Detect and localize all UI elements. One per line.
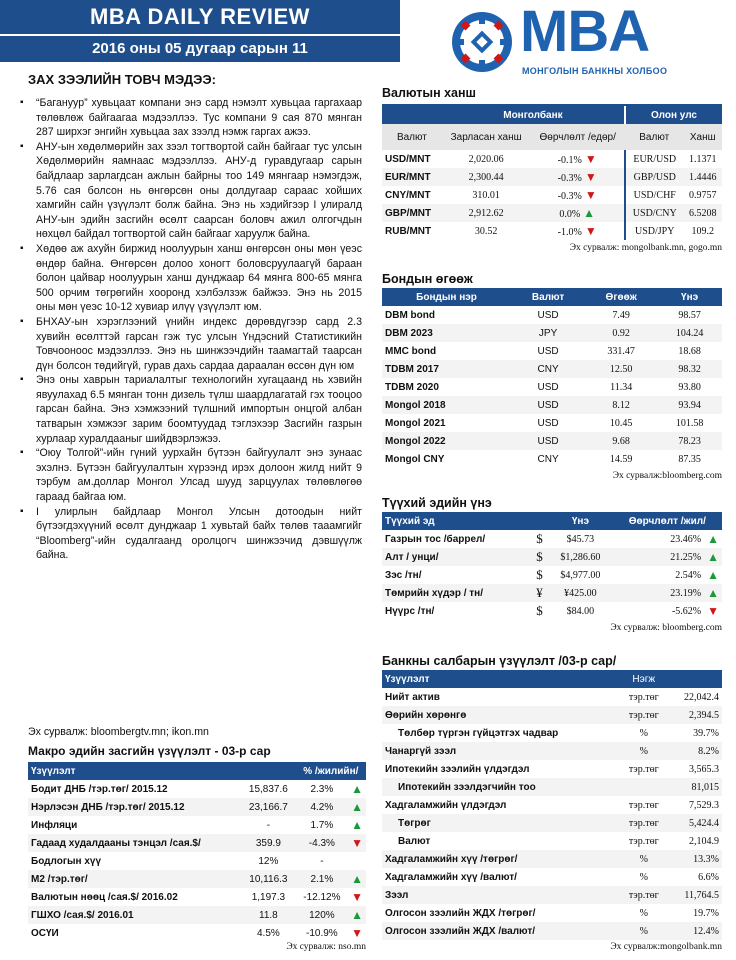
news-item: ▪ I улирлын байдлаар Монгол Улсын дотоодын нийт бүтээгдэхүүний өсөлт дунджаар 1 хувьтай байх төлөв тааамгийг “Bloomberg”-ийн судалгаанд оролцогч шинжээчид дэвшүүлж байна. <box>36 505 362 563</box>
fx-intl-rate: 6.5208 <box>688 207 717 219</box>
bond-price: 98.57 <box>678 309 701 321</box>
bank-indicator: Ипотекийн зээлдэгчийн тоо <box>398 781 536 793</box>
bond-name: Mongol 2018 <box>385 399 446 411</box>
bond-source: Эх сурвалж:bloomberg.com <box>612 471 722 481</box>
bond-yield: 10.45 <box>609 417 633 429</box>
bond-price: 104.24 <box>675 327 704 339</box>
bond-name: MMC bond <box>385 345 437 357</box>
bank-unit: тэр.төг <box>628 799 659 811</box>
bank-row <box>382 706 722 724</box>
bond-col-currency: Валют <box>531 291 565 303</box>
fx-group-local: Монголбанк <box>503 109 563 121</box>
bond-col-price: Үнэ <box>681 291 699 303</box>
bond-price: 18.68 <box>678 345 701 357</box>
bank-value: 6.6% <box>698 871 719 883</box>
bank-unit: % <box>639 925 648 937</box>
commodity-change: 2.54% <box>675 569 702 581</box>
macro-indicator: ГШХО /сая.$/ 2016.01 <box>31 909 134 921</box>
macro-pct: 1.7% <box>310 819 334 831</box>
fx-intl-pair: EUR/USD <box>625 150 683 168</box>
commodity-row <box>382 602 722 620</box>
bank-indicator: Нийт актив <box>385 691 440 703</box>
bank-unit: % <box>639 907 648 919</box>
arrow-up-icon: ▲ <box>351 800 363 814</box>
currency-symbol: $ <box>536 531 543 546</box>
bond-name: TDBM 2020 <box>385 381 439 393</box>
fx-rate: 2,912.62 <box>468 207 504 219</box>
commodity-price: $84.00 <box>566 605 595 617</box>
currency-symbol: $ <box>536 549 543 564</box>
bond-row <box>382 414 722 432</box>
news-list <box>36 96 362 563</box>
logo-word: MBA <box>520 0 650 64</box>
macro-source: Эх сурвалж: nso.mn <box>286 942 366 952</box>
macro-value: 23,166.7 <box>248 801 288 813</box>
macro-row <box>28 870 366 888</box>
bank-row <box>382 724 722 742</box>
bank-value: 13.3% <box>693 853 719 865</box>
arrow-down-icon: ▼ <box>584 187 597 202</box>
mba-logo <box>450 0 730 78</box>
arrow-cell <box>348 852 366 870</box>
macro-value: - <box>266 819 271 831</box>
fx-intl-pair: GBP/USD <box>625 168 683 186</box>
commodity-section <box>382 496 722 633</box>
bank-unit: тэр.төг <box>628 691 659 703</box>
macro-indicator: Гадаад худалдааны тэнцэл /сая.$/ <box>31 837 201 849</box>
bank-row <box>382 742 722 760</box>
fx-intl-pair: USD/CHF <box>625 186 683 204</box>
bond-price: 87.35 <box>678 453 701 465</box>
bond-name: Mongol 2022 <box>385 435 446 447</box>
commodity-col-change: Өөрчлөлт /жил/ <box>628 515 706 527</box>
macro-col-pct: % /жилийн/ <box>303 765 359 777</box>
macro-pct: -10.9% <box>306 927 338 939</box>
bank-row <box>382 688 722 706</box>
bank-value: 12.4% <box>693 925 719 937</box>
bank-indicator: Чанаргүй зээл <box>385 745 457 757</box>
bank-col-value <box>668 670 722 688</box>
commodity-row <box>382 548 722 566</box>
bond-currency: CNY <box>537 363 559 375</box>
bond-currency: USD <box>537 435 559 447</box>
bond-currency: CNY <box>537 453 559 465</box>
fx-pair: RUB/MNT <box>385 225 432 237</box>
fx-col-intl-rate: Ханш <box>689 131 716 143</box>
bank-value: 39.7% <box>693 727 719 739</box>
fx-col-change: Өөрчлөлт /едөр/ <box>539 131 616 143</box>
macro-row <box>28 906 366 924</box>
fx-change-value: 0.0% <box>559 208 581 220</box>
fx-group-intl: Олон улс <box>625 106 722 124</box>
bank-value: 11,764.5 <box>684 889 719 901</box>
bond-col-name: Бондын нэр <box>416 291 477 303</box>
bond-price: 101.58 <box>675 417 704 429</box>
commodity-col-price: Үнэ <box>571 515 589 527</box>
commodity-row <box>382 566 722 584</box>
fx-change <box>530 222 625 240</box>
news-item: ▪ БНХАУ-ын хэрэглээний үнийн индекс дөрөвдүгээр сард 2.3 хувийн өсөлттэй гарсан гэж тус улсын Үндэсний Статистикийн Товчооноос мэдээллээ. Энэ нь шинжээчдийн таамагтай таарсан дүн болсон төдийгүй, гурав дахь сардаа дараалан өссөн дүн юм <box>36 315 362 373</box>
bank-unit: тэр.төг <box>628 763 659 775</box>
fx-row <box>382 204 722 222</box>
bank-col-unit: Нэгж <box>632 673 656 685</box>
macro-value: 10,116.3 <box>249 873 288 885</box>
bank-row <box>382 904 722 922</box>
arrow-down-icon: ▼ <box>584 223 597 238</box>
bond-currency: USD <box>537 399 559 411</box>
arrow-down-icon: ▼ <box>584 169 597 184</box>
macro-row <box>28 924 366 942</box>
fx-pair: CNY/MNT <box>385 189 431 201</box>
macro-row <box>28 798 366 816</box>
bond-name: TDBM 2017 <box>385 363 439 375</box>
fx-rate: 2,020.06 <box>468 153 504 165</box>
bank-table <box>382 670 722 940</box>
fx-intl-rate: 1.1371 <box>688 153 717 165</box>
bank-indicator: Төлбөр түргэн гүйцэтгэх чадвар <box>398 727 559 739</box>
commodity-name: Нүүрс /тн/ <box>385 605 435 617</box>
fx-pair: GBP/MNT <box>385 207 432 219</box>
macro-indicator: Валютын нөөц /сая.$/ 2016.02 <box>31 891 178 903</box>
commodity-change: 23.46% <box>670 533 702 545</box>
bank-indicator: Ипотекийн зээлийн үлдэгдэл <box>385 763 530 775</box>
bank-row <box>382 778 722 796</box>
bank-indicator: Хадгаламжийн хүү /төгрөг/ <box>385 853 518 865</box>
macro-col-value <box>241 762 295 780</box>
bond-currency: USD <box>537 345 559 357</box>
bank-value: 5,424.4 <box>689 817 719 829</box>
bond-yield: 11.34 <box>610 381 633 393</box>
fx-change-value: -0.3% <box>557 172 582 184</box>
fx-table <box>382 106 722 240</box>
macro-indicator: Нэрлэсэн ДНБ /тэр.төг/ 2015.12 <box>31 801 185 813</box>
macro-value: 4.5% <box>256 927 280 939</box>
bond-yield: 14.59 <box>609 453 633 465</box>
bond-row <box>382 432 722 450</box>
news-item: ▪ “Оюу Толгой”-ийн гүний уурхайн бүтээн байгуулалт энэ зунаас эхэлнэ. Бүтээн байгуулалтын хүрээнд ирэх долоон жилд нийт 9 тэрбум ам.доллар Монгол Улсад шууд зарцуулах төлөвлөгөө гараад байгаа юм. <box>36 446 362 504</box>
fx-col-rate: Зарласан ханш <box>450 131 522 143</box>
commodity-name: Зэс /тн/ <box>385 569 422 581</box>
macro-table <box>28 762 366 942</box>
macro-indicator: ОСҮИ <box>31 927 59 939</box>
bond-row <box>382 396 722 414</box>
commodity-row <box>382 584 722 602</box>
macro-value: 11.8 <box>259 909 278 921</box>
bank-value: 2,394.5 <box>689 709 719 721</box>
news-item: ▪ Энэ оны хаврын тариалалтыг технологийн хугацаанд нь хэвийн явуулахад 6.5 мянган тонн дизель түлш шаардлагатай гэх тооцоо гарсан байна. Энэ хэмжээний түлшний импортын онцгой албан татварын хэмжээг зарим боомтуудад тэглэхээр Засгийн газрын хурлаар хуралдааныг шийдвэрлэжээ. <box>36 373 362 446</box>
bond-yield: 0.92 <box>612 327 630 339</box>
bank-unit <box>620 778 668 796</box>
fx-intl-rate: 1.4446 <box>688 171 717 183</box>
commodity-price: ¥425.00 <box>564 587 597 599</box>
bank-value: 8.2% <box>698 745 719 757</box>
bank-row <box>382 850 722 868</box>
bank-unit: % <box>639 871 648 883</box>
news-item: ▪ Хөдөө аж ахуйн биржид ноолуурын ханш өнгөрсөн оны мөн үеэс өндөр байна. Өнгөрсөн долоо хоногт боловсруулаагүй бараан болон цайвар ноолуурын ханш дунджаар 64 мянга 800-65 мянга 500 орчим төгрөгийн хооронд хэлбэлзэж байжээ. Энэ нь 2015 оны мөн үеэс 10-12 хувиар илүү үзүүлэлт юм. <box>36 242 362 315</box>
commodity-price: $45.73 <box>566 533 595 545</box>
mba-emblem-icon <box>450 10 514 74</box>
bank-indicator: Валют <box>398 835 431 847</box>
arrow-down-icon: ▼ <box>584 151 597 166</box>
bank-unit: тэр.төг <box>628 709 659 721</box>
macro-col-name: Үзүүлэлт <box>31 765 76 777</box>
bank-row <box>382 760 722 778</box>
fx-col-currency: Валют <box>396 131 427 143</box>
fx-title: Валютын ханш <box>382 86 722 106</box>
bank-row <box>382 922 722 940</box>
fx-change-value: -0.3% <box>557 190 582 202</box>
macro-pct: -12.12% <box>303 891 341 903</box>
currency-symbol: ¥ <box>536 585 543 600</box>
arrow-up-icon: ▲ <box>351 908 363 922</box>
fx-change-value: -0.1% <box>557 154 582 166</box>
fx-pair: EUR/MNT <box>385 171 431 183</box>
arrow-up-icon: ▲ <box>707 586 719 600</box>
commodity-name: Алт / унци/ <box>385 551 439 563</box>
commodity-change: -5.62% <box>671 605 702 617</box>
macro-value: 1,197.3 <box>251 891 286 903</box>
news-item: ▪ АНУ-ын хөдөлмөрийн зах зээл тогтвортой сайн байгааг тус улсын Хөдөлмөрийн яамнаас мэдээллээ. АНУ-д гуравдугаар сарын байдлаар зарлагдсан ажлын байрны тоо 149 мянгаар нэмэгдэж, 5.76 сая болсон нь өнгөрсөн оны долдугаар сараас хойших хамгийн сайн үзүүлэлт болж байна. Энэ нь хэдийгээр I улиралд АНУ-ын эдийн засгийн өсөлт саарсан боловч ажил олгогчдын нөхцөл байдал тогтвортой сайн байгааг харуулж байна. <box>36 140 362 242</box>
bond-yield: 9.68 <box>612 435 630 447</box>
bank-row <box>382 886 722 904</box>
commodity-change: 23.19% <box>670 587 702 599</box>
fx-intl-rate: 109.2 <box>691 225 714 237</box>
commodity-row <box>382 530 722 548</box>
bank-value: 2,104.9 <box>689 835 719 847</box>
macro-row <box>28 780 366 798</box>
macro-indicator: Бодит ДНБ /тэр.төг/ 2015.12 <box>31 783 168 795</box>
fx-intl-rate: 0.9757 <box>688 189 717 201</box>
bond-title: Бондын өгөөж <box>382 272 473 286</box>
bank-indicator: Олгосон зээлийн ЖДХ /валют/ <box>385 925 536 937</box>
arrow-up-icon: ▲ <box>351 782 363 796</box>
bank-row <box>382 868 722 886</box>
report-title: MBA DAILY REVIEW <box>0 0 400 34</box>
bank-row <box>382 832 722 850</box>
commodity-name: Төмрийн хүдэр / тн/ <box>385 587 483 599</box>
commodity-price: $4,977.00 <box>560 569 601 581</box>
fx-intl-pair: USD/CNY <box>625 204 683 222</box>
arrow-up-icon: ▲ <box>351 818 363 832</box>
bank-indicator: Өөрийн хөрөнгө <box>385 709 467 721</box>
bond-currency: USD <box>537 381 559 393</box>
bank-indicator: Төгрөг <box>398 817 431 829</box>
fx-change <box>530 150 625 168</box>
bond-yield: 331.47 <box>607 345 635 357</box>
fx-pair: USD/MNT <box>385 153 431 165</box>
bank-title: Банкны салбарын үзүүлэлт /03-р сар/ <box>382 654 617 668</box>
bond-yield: 7.49 <box>612 309 630 321</box>
macro-row <box>28 834 366 852</box>
bond-price: 93.94 <box>678 399 701 411</box>
bank-row <box>382 814 722 832</box>
bank-value: 3,565.3 <box>689 763 719 775</box>
arrow-down-icon: ▼ <box>707 604 719 618</box>
fx-source: Эх сурвалж: mongolbank.mn, gogo.mn <box>569 243 722 253</box>
macro-row <box>28 816 366 834</box>
macro-row <box>28 852 366 870</box>
fx-row <box>382 186 722 204</box>
bond-currency: USD <box>537 309 559 321</box>
bond-row <box>382 360 722 378</box>
news-source: Эх сурвалж: bloombergtv.mn; ikon.mn <box>28 726 209 738</box>
bank-indicator: Хадгаламжийн хүү /валют/ <box>385 871 517 883</box>
arrow-up-icon: ▲ <box>351 872 363 886</box>
bond-name: DBM bond <box>385 309 435 321</box>
bond-table <box>382 288 722 468</box>
commodity-table <box>382 512 722 620</box>
arrow-down-icon: ▼ <box>351 926 363 940</box>
bond-price: 78.23 <box>678 435 701 447</box>
macro-title: Макро эдийн засгийн үзүүлэлт - 03-р сар <box>28 744 271 758</box>
news-title: ЗАХ ЗЭЭЛИЙН ТОВЧ МЭДЭЭ: <box>28 72 216 87</box>
currency-symbol: $ <box>536 567 543 582</box>
report-date: 2016 оны 05 дугаар сарын 11 <box>0 36 400 62</box>
bond-row <box>382 306 722 324</box>
bond-name: Mongol CNY <box>385 453 445 465</box>
commodity-change: 21.25% <box>670 551 702 563</box>
bank-value: 7,529.3 <box>689 799 719 811</box>
commodity-col-name: Түүхий эд <box>385 515 435 527</box>
bond-name: Mongol 2021 <box>385 417 446 429</box>
arrow-up-icon: ▲ <box>707 568 719 582</box>
macro-value: 359.9 <box>255 837 281 849</box>
bond-col-yield: Өгөөж <box>605 291 637 303</box>
bond-currency: USD <box>537 417 559 429</box>
fx-rate: 310.01 <box>472 189 500 201</box>
bank-value: 19.7% <box>693 907 719 919</box>
fx-intl-pair: USD/JPY <box>625 222 683 240</box>
macro-row <box>28 888 366 906</box>
bond-row <box>382 378 722 396</box>
logo-subtitle: МОНГОЛЫН БАНКНЫ ХОЛБОО <box>522 66 668 76</box>
arrow-up-icon: ▲ <box>707 550 719 564</box>
macro-indicator: Инфляци <box>31 819 78 831</box>
bond-yield: 12.50 <box>609 363 633 375</box>
bond-yield: 8.12 <box>612 399 630 411</box>
macro-indicator: М2 /тэр.төг/ <box>31 873 88 885</box>
bank-indicator: Олгосон зээлийн ЖДХ /төгрөг/ <box>385 907 536 919</box>
macro-pct: 4.2% <box>310 801 334 813</box>
fx-rate: 2,300.44 <box>468 171 504 183</box>
bank-row <box>382 796 722 814</box>
bank-indicator: Зээл <box>385 889 409 901</box>
fx-change-value: -1.0% <box>557 226 582 238</box>
commodity-price: $1,286.60 <box>560 551 601 563</box>
bond-price: 98.32 <box>678 363 701 375</box>
fx-col-intl-currency: Валют <box>639 131 670 143</box>
macro-section <box>28 744 366 952</box>
fx-change <box>530 168 625 186</box>
bank-unit: тэр.төг <box>628 889 659 901</box>
commodity-source: Эх сурвалж: bloomberg.com <box>610 623 722 633</box>
news-item: ▪ “Багануур” хувьцаат компани энэ сард нэмэлт хувьцаа гаргахаар төлөвлөж байгаагаа мэдээллээ. Тус компани 9 сая 870 мянган 287 ширхэг энгийн хувьцаа зах зээлд нэмж гаргах ажээ. <box>36 96 362 140</box>
macro-pct: 2.3% <box>310 783 334 795</box>
fx-change <box>530 204 625 222</box>
fx-row <box>382 168 722 186</box>
arrow-down-icon: ▼ <box>351 836 363 850</box>
bond-row <box>382 450 722 468</box>
currency-symbol: $ <box>536 603 543 618</box>
fx-row <box>382 150 722 168</box>
bank-value: 22,042.4 <box>684 691 719 703</box>
bond-name: DBM 2023 <box>385 327 433 339</box>
bank-section <box>382 654 722 952</box>
bond-price: 93.80 <box>678 381 701 393</box>
bond-currency: JPY <box>538 327 558 339</box>
macro-value: 15,837.6 <box>248 783 288 795</box>
commodity-title: Түүхий эдийн үнэ <box>382 496 492 510</box>
arrow-down-icon: ▼ <box>351 890 363 904</box>
fx-change <box>530 186 625 204</box>
arrow-up-icon: ▲ <box>707 532 719 546</box>
bank-indicator: Хадгаламжийн үлдэгдэл <box>385 799 507 811</box>
macro-value: 12% <box>258 855 279 867</box>
bond-section <box>382 272 722 481</box>
bank-unit: % <box>639 727 648 739</box>
bank-col-name: Үзүүлэлт <box>385 673 430 685</box>
commodity-name: Газрын тос /баррел/ <box>385 533 486 545</box>
macro-pct: 120% <box>309 909 335 921</box>
fx-section <box>382 86 722 253</box>
bank-unit: тэр.төг <box>628 817 659 829</box>
fx-row <box>382 222 722 240</box>
macro-indicator: Бодлогын хүү <box>31 855 102 867</box>
bank-value: 81,015 <box>691 781 719 793</box>
bank-unit: % <box>639 745 648 757</box>
bank-unit: % <box>639 853 648 865</box>
bond-row <box>382 342 722 360</box>
bank-unit: тэр.төг <box>628 835 659 847</box>
macro-pct: -4.3% <box>308 837 335 849</box>
bond-row <box>382 324 722 342</box>
bank-source: Эх сурвалж:mongolbank.mn <box>610 942 722 952</box>
macro-pct: - <box>320 855 324 867</box>
fx-rate: 30.52 <box>474 225 498 237</box>
macro-pct: 2.1% <box>310 873 334 885</box>
arrow-up-icon: ▲ <box>583 205 596 220</box>
